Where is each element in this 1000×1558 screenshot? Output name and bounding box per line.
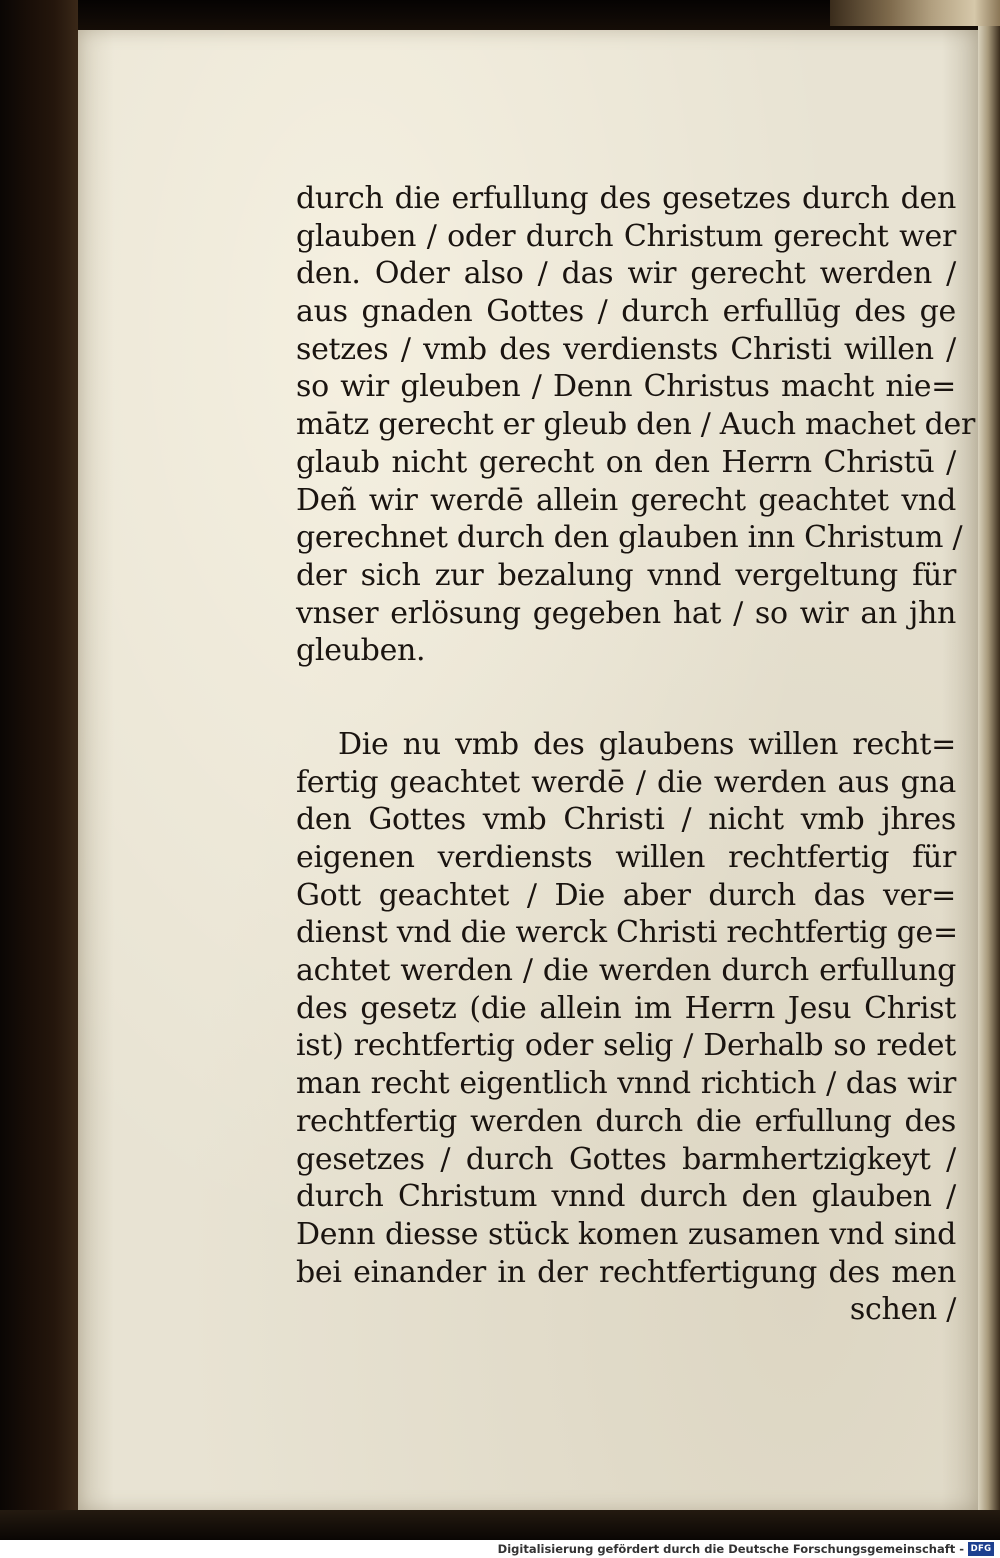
text-line: mātz gerecht er gleub den / Auch machet der xyxy=(296,407,976,443)
text-line: glauben / oder durch Christum gerecht wer xyxy=(296,218,956,254)
text-line: durch Christum vnnd durch den glauben / xyxy=(296,1179,956,1215)
text-line: vnser erlösung gegeben hat / so wir an jhn xyxy=(296,595,956,631)
page-right-edge xyxy=(978,26,1000,1540)
text-line: gleuben. xyxy=(296,633,426,669)
book-binding-edge xyxy=(0,0,78,1540)
funding-credit: Digitalisierung gefördert durch die Deutsche Forschungsgemeinschaft - xyxy=(497,1542,964,1556)
text-line: so wir gleuben / Denn Christus macht nie= xyxy=(296,369,956,405)
text-line: bei einander in der rechtfertigung des men xyxy=(296,1254,956,1290)
text-line: achtet werden / die werden durch erfullung xyxy=(296,953,956,989)
page-corner xyxy=(830,0,1000,26)
paragraph-2 xyxy=(296,726,956,1329)
text-line: gerechnet durch den glauben inn Christum / xyxy=(296,520,963,556)
text-line: des gesetz (die allein im Herrn Jesu Christ xyxy=(296,990,956,1026)
text-line: Deñ wir werdē allein gerecht geachtet vnd xyxy=(296,482,956,518)
text-line: der sich zur bezalung vnnd vergeltung für xyxy=(296,557,956,593)
text-line: glaub nicht gerecht on den Herrn Christū / xyxy=(296,444,956,480)
text-line: Gott geachtet / Die aber durch das ver= xyxy=(296,877,956,913)
book-page xyxy=(78,30,978,1510)
dfg-logo-icon: DFG xyxy=(968,1542,994,1556)
paragraph-1 xyxy=(296,180,976,670)
text-line: durch die erfullung des gesetzes durch den xyxy=(296,181,956,216)
paragraph-gap xyxy=(296,670,956,726)
text-line: man recht eigentlich vnnd richtich / das wir xyxy=(296,1066,956,1102)
text-line: setzes / vmb des verdiensts Christi willen / xyxy=(296,331,956,367)
text-line: fertig geachtet werdē / die werden aus gna xyxy=(296,764,956,800)
text-line: gesetzes / durch Gottes barmhertzigkeyt / xyxy=(296,1141,956,1177)
text-line: Die nu vmb des glaubens willen recht= xyxy=(338,726,956,762)
scan-bottom-edge xyxy=(0,1510,1000,1540)
text-line: den Gottes vmb Christi / nicht vmb jhres xyxy=(296,802,956,838)
text-line: Denn diesse stück komen zusamen vnd sind xyxy=(296,1216,956,1252)
page-text xyxy=(296,180,976,1329)
text-line: den. Oder also / das wir gerecht werden / xyxy=(296,256,956,292)
catchword: schen / xyxy=(849,1292,956,1328)
text-line: aus gnaden Gottes / durch erfullūg des ge xyxy=(296,294,956,330)
text-line: rechtfertig werden durch die erfullung des xyxy=(296,1103,956,1139)
text-line: eigenen verdiensts willen rechtfertig für xyxy=(296,840,956,875)
text-line: ist) rechtfertig oder selig / Derhalb so redet xyxy=(296,1028,956,1064)
text-line: dienst vnd die werck Christi rechtfertig ge= xyxy=(296,915,958,951)
